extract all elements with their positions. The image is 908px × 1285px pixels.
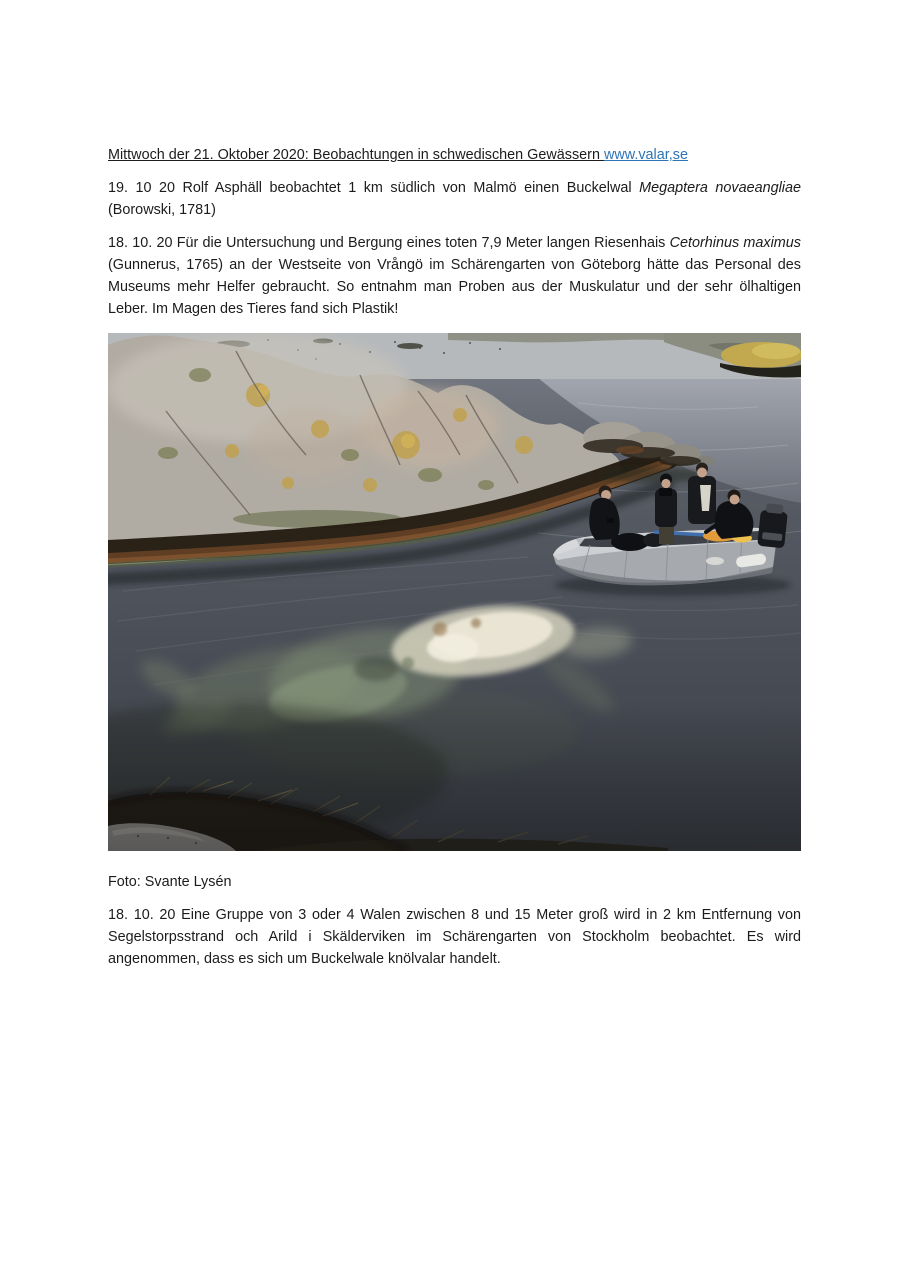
species-name-megaptera: Megaptera novaeangliae [639,180,801,196]
paragraph-2-text: 18. 10. 20 Für die Untersuchung und Bergung eines toten 7,9 Meter langen Riesenhais [108,235,670,251]
paragraph-1-text: 19. 10 20 Rolf Asphäll beobachtet 1 km südlich von Malmö einen Buckelwal [108,180,640,196]
paragraph-2-rest: (Gunnerus, 1765) an der Westseite von Vrångö im Schärengarten von Göteborg hätte das Personal des Museums mehr Helfer gebraucht. So entnahm man Proben aus der Muskulatur und der sehr ölhaltigen Leber. Im Magen des Tieres fand sich Plastik! [108,257,801,317]
document-title [108,144,801,166]
paragraph-1-author: (Borowski, 1781) [108,202,216,218]
photo-caption: Foto: Svante Lysén [108,874,232,890]
species-name-cetorhinus: Cetorhinus maximus [669,235,801,251]
paragraph-basking-shark [108,232,801,320]
valar-se-link[interactable]: www.valar,se [603,147,688,163]
bottom-shade-overlay [108,703,801,851]
title-text: Mittwoch der 21. Oktober 2020: Beobachtungen in schwedischen Gewässern [108,147,604,163]
paragraph-humpback-sighting [108,177,801,221]
photo-shark-carcass-and-boat [108,333,801,851]
whale-photo-image [108,333,801,851]
paragraph-whale-group: 18. 10. 20 Eine Gruppe von 3 oder 4 Walen zwischen 8 und 15 Meter groß wird in 2 km Entfernung von Segelstorpsstrand och Arild i Skälderviken im Schärengarten von Stockholm beobachtet. Es wird angenommen, dass es sich um Buckelwale knölvalar handelt. [108,907,801,967]
document-content [108,144,801,981]
